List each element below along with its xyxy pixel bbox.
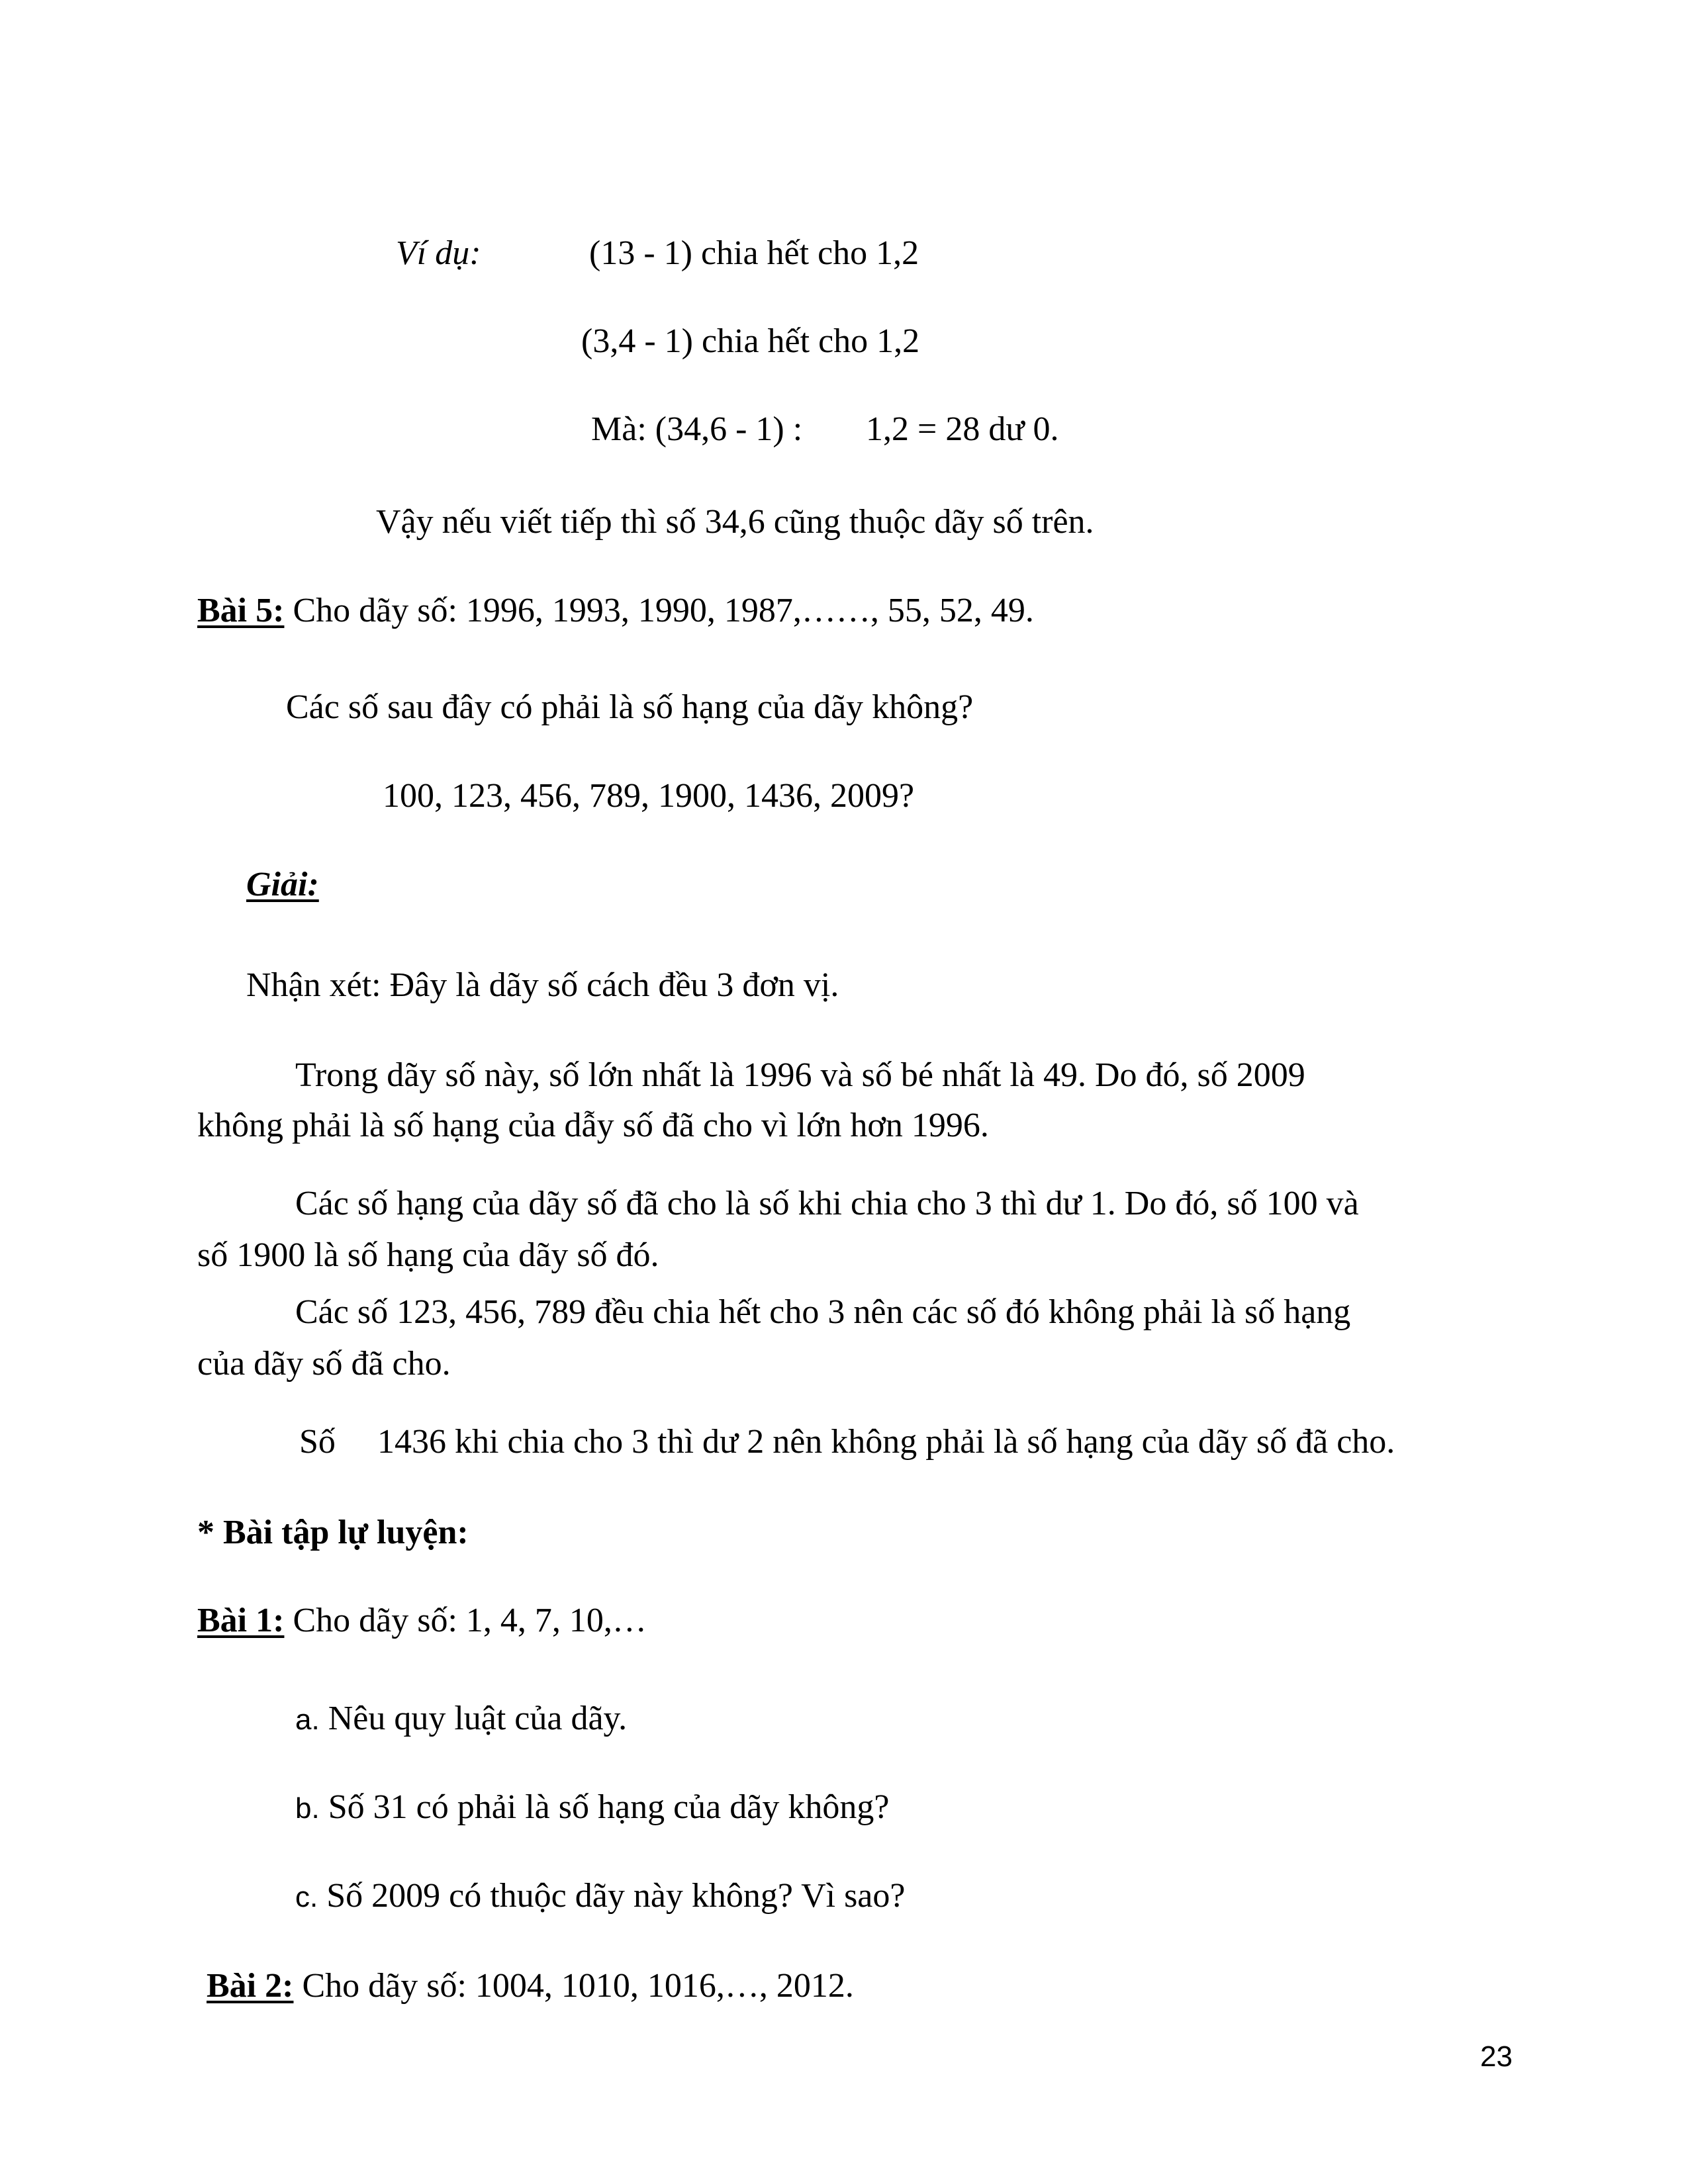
bai5-question: Các số sau đây có phải là số hạng của dãy không? (286, 688, 974, 726)
bai1-label: Bài 1: (197, 1602, 285, 1639)
bai5-text: Cho dãy số: 1996, 1993, 1990, 1987,……, 55, 52, 49. (284, 592, 1034, 629)
bai1-item-a-marker: a. (295, 1704, 320, 1736)
example-conclusion: Vậy nếu viết tiếp thì số 34,6 cũng thuộc dãy số trên. (376, 503, 1094, 541)
bai1-item-b-text: Số 31 có phải là số hạng của dãy không? (319, 1788, 890, 1826)
bai1-item-a-text: Nêu quy luật của dãy. (319, 1700, 628, 1737)
example-line-2: (3,4 - 1) chia hết cho 1,2 (581, 322, 920, 360)
solution-p3-line1: Các số 123, 456, 789 đều chia hết cho 3 nên các số đó không phải là số hạng (295, 1293, 1351, 1331)
solution-p1-line1: Trong dãy số này, số lớn nhất là 1996 và số bé nhất là 49. Do đó, số 2009 (295, 1056, 1305, 1094)
page-number: 23 (1480, 2040, 1513, 2073)
bai1-item-a (295, 1698, 627, 1739)
solution-remark: Nhận xét: Đây là dãy số cách đều 3 đơn vị. (246, 966, 839, 1004)
example-line-3a: Mà: (34,6 - 1) : (591, 410, 803, 448)
solution-p4-b: 1436 khi chia cho 3 thì dư 2 nên không phải là số hạng của dãy số đã cho. (377, 1423, 1395, 1461)
practice-bai2-title (207, 1966, 854, 2007)
solution-p1-line2: không phải là số hạng của dẫy số đã cho vì lớn hơn 1996. (197, 1107, 989, 1144)
example-label: Ví dụ: (396, 234, 481, 272)
bai1-item-c-marker: c. (295, 1881, 318, 1913)
bai1-item-c-text: Số 2009 có thuộc dãy này không? Vì sao? (318, 1877, 906, 1915)
example-line-1: (13 - 1) chia hết cho 1,2 (589, 234, 919, 272)
bai1-item-c (295, 1876, 905, 1917)
bai2-text: Cho dãy số: 1004, 1010, 1016,…, 2012. (293, 1967, 854, 2005)
solution-p3-line2: của dãy số đã cho. (197, 1345, 451, 1383)
bai5-label: Bài 5: (197, 592, 285, 629)
bai5-numbers: 100, 123, 456, 789, 1900, 1436, 2009? (383, 777, 915, 815)
bai1-item-b (295, 1787, 889, 1828)
practice-bai1-title (197, 1600, 647, 1641)
solution-p2-line2: số 1900 là số hạng của dãy số đó. (197, 1236, 659, 1274)
example-line-3b: 1,2 = 28 dư 0. (866, 410, 1059, 448)
solution-p4-a: Số (299, 1423, 336, 1461)
bai1-text: Cho dãy số: 1, 4, 7, 10,… (284, 1602, 647, 1639)
bai1-item-b-marker: b. (295, 1792, 320, 1825)
bai2-label: Bài 2: (207, 1967, 294, 2005)
solution-label: Giải: (246, 866, 319, 903)
bai5-title (197, 590, 1034, 631)
solution-p2-line1: Các số hạng của dãy số đã cho là số khi chia cho 3 thì dư 1. Do đó, số 100 và (295, 1185, 1359, 1222)
practice-heading: * Bài tập lự luyện: (197, 1514, 469, 1551)
